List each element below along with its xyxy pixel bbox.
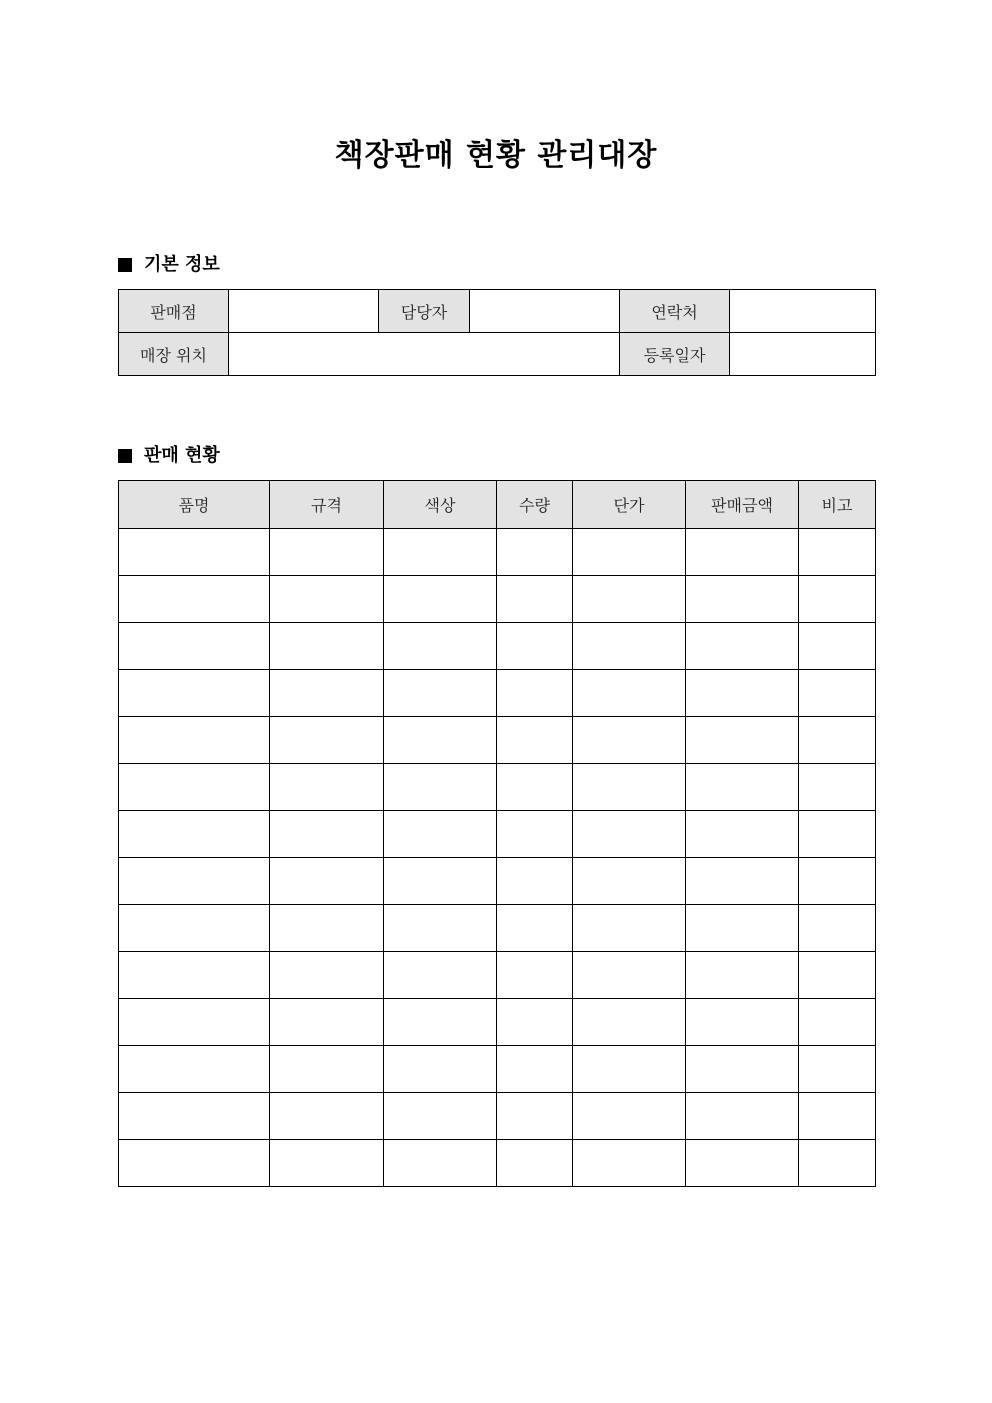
sales-table: [118, 480, 876, 1187]
basic-info-heading: [118, 253, 220, 277]
table-cell-spec[interactable]: [270, 1046, 384, 1093]
table-cell-sales-amount[interactable]: [686, 670, 799, 717]
table-cell-quantity[interactable]: [497, 576, 573, 623]
table-cell-remarks[interactable]: [799, 1140, 876, 1187]
table-cell-spec[interactable]: [270, 999, 384, 1046]
store-location-field[interactable]: [229, 333, 620, 376]
registration-date-label: 등록일자: [620, 333, 730, 376]
column-header-quantity: 수량: [497, 481, 573, 529]
table-cell-item-name[interactable]: [119, 952, 270, 999]
table-cell-remarks[interactable]: [799, 1093, 876, 1140]
table-cell-item-name[interactable]: [119, 999, 270, 1046]
contact-label: 연락처: [620, 290, 730, 333]
table-cell-spec[interactable]: [270, 1140, 384, 1187]
sales-heading-text: 판매 현황: [144, 445, 220, 466]
table-cell-spec[interactable]: [270, 623, 384, 670]
table-cell-item-name[interactable]: [119, 529, 270, 576]
table-cell-item-name[interactable]: [119, 905, 270, 952]
table-cell-item-name[interactable]: [119, 670, 270, 717]
table-row: [119, 952, 876, 999]
column-header-unit-price: 단가: [573, 481, 686, 529]
table-cell-item-name[interactable]: [119, 1046, 270, 1093]
table-row: [119, 1140, 876, 1187]
table-cell-quantity[interactable]: [497, 1093, 573, 1140]
table-cell-spec[interactable]: [270, 576, 384, 623]
store-field[interactable]: [229, 290, 379, 333]
table-cell-quantity[interactable]: [497, 999, 573, 1046]
table-cell-unit-price[interactable]: [573, 1140, 686, 1187]
table-cell-color[interactable]: [384, 764, 497, 811]
table-cell-item-name[interactable]: [119, 1093, 270, 1140]
table-cell-quantity[interactable]: [497, 764, 573, 811]
table-cell-color[interactable]: [384, 858, 497, 905]
table-cell-sales-amount[interactable]: [686, 858, 799, 905]
table-cell-quantity[interactable]: [497, 670, 573, 717]
table-cell-remarks[interactable]: [799, 576, 876, 623]
table-cell-quantity[interactable]: [497, 905, 573, 952]
table-cell-sales-amount[interactable]: [686, 905, 799, 952]
square-bullet-icon: [118, 449, 132, 463]
table-row: [119, 1046, 876, 1093]
table-cell-spec[interactable]: [270, 764, 384, 811]
table-cell-unit-price[interactable]: [573, 952, 686, 999]
table-row: [119, 529, 876, 576]
table-cell-color[interactable]: [384, 1140, 497, 1187]
table-cell-color[interactable]: [384, 811, 497, 858]
table-cell-item-name[interactable]: [119, 858, 270, 905]
registration-date-field[interactable]: [730, 333, 876, 376]
table-cell-spec[interactable]: [270, 905, 384, 952]
table-cell-item-name[interactable]: [119, 623, 270, 670]
table-cell-unit-price[interactable]: [573, 905, 686, 952]
manager-field[interactable]: [470, 290, 620, 333]
table-cell-sales-amount[interactable]: [686, 529, 799, 576]
table-row: [119, 576, 876, 623]
table-cell-color[interactable]: [384, 952, 497, 999]
basic-info-row: [119, 290, 876, 333]
table-cell-remarks[interactable]: [799, 764, 876, 811]
table-cell-quantity[interactable]: [497, 717, 573, 764]
table-cell-color[interactable]: [384, 905, 497, 952]
table-cell-quantity[interactable]: [497, 811, 573, 858]
table-cell-sales-amount[interactable]: [686, 811, 799, 858]
table-cell-spec[interactable]: [270, 1093, 384, 1140]
table-cell-quantity[interactable]: [497, 1046, 573, 1093]
page-title: 책장판매 현황 관리대장: [334, 138, 658, 173]
table-cell-remarks[interactable]: [799, 670, 876, 717]
table-cell-sales-amount[interactable]: [686, 1093, 799, 1140]
table-cell-remarks[interactable]: [799, 811, 876, 858]
table-cell-unit-price[interactable]: [573, 999, 686, 1046]
contact-field[interactable]: [730, 290, 876, 333]
table-cell-sales-amount[interactable]: [686, 717, 799, 764]
table-cell-item-name[interactable]: [119, 576, 270, 623]
table-cell-quantity[interactable]: [497, 1140, 573, 1187]
table-cell-sales-amount[interactable]: [686, 623, 799, 670]
table-cell-unit-price[interactable]: [573, 576, 686, 623]
table-cell-item-name[interactable]: [119, 717, 270, 764]
table-cell-unit-price[interactable]: [573, 670, 686, 717]
table-cell-unit-price[interactable]: [573, 764, 686, 811]
table-row: [119, 858, 876, 905]
column-header-spec: 규격: [270, 481, 384, 529]
table-row: [119, 623, 876, 670]
column-header-color: 색상: [384, 481, 497, 529]
table-cell-spec[interactable]: [270, 858, 384, 905]
table-cell-unit-price[interactable]: [573, 529, 686, 576]
table-row: [119, 717, 876, 764]
table-cell-item-name[interactable]: [119, 764, 270, 811]
table-row: [119, 999, 876, 1046]
table-cell-remarks[interactable]: [799, 1046, 876, 1093]
table-cell-remarks[interactable]: [799, 858, 876, 905]
table-cell-color[interactable]: [384, 1046, 497, 1093]
table-cell-color[interactable]: [384, 576, 497, 623]
table-cell-spec[interactable]: [270, 717, 384, 764]
table-cell-unit-price[interactable]: [573, 811, 686, 858]
table-row: [119, 1093, 876, 1140]
table-cell-quantity[interactable]: [497, 529, 573, 576]
table-cell-remarks[interactable]: [799, 999, 876, 1046]
table-cell-remarks[interactable]: [799, 529, 876, 576]
table-cell-quantity[interactable]: [497, 952, 573, 999]
store-label: 판매점: [119, 290, 229, 333]
table-cell-spec[interactable]: [270, 952, 384, 999]
table-cell-remarks[interactable]: [799, 952, 876, 999]
table-row: [119, 811, 876, 858]
table-cell-spec[interactable]: [270, 811, 384, 858]
basic-info-row: [119, 333, 876, 376]
table-cell-sales-amount[interactable]: [686, 1140, 799, 1187]
manager-label: 담당자: [379, 290, 470, 333]
table-row: [119, 905, 876, 952]
table-cell-sales-amount[interactable]: [686, 576, 799, 623]
basic-info-table: [118, 289, 876, 376]
table-cell-unit-price[interactable]: [573, 858, 686, 905]
table-cell-item-name[interactable]: [119, 1140, 270, 1187]
table-cell-remarks[interactable]: [799, 717, 876, 764]
table-cell-unit-price[interactable]: [573, 1046, 686, 1093]
store-location-label: 매장 위치: [119, 333, 229, 376]
column-header-sales-amount: 판매금액: [686, 481, 799, 529]
basic-info-heading-text: 기본 정보: [144, 254, 220, 275]
table-cell-color[interactable]: [384, 623, 497, 670]
table-row: [119, 670, 876, 717]
table-cell-unit-price[interactable]: [573, 1093, 686, 1140]
table-cell-sales-amount[interactable]: [686, 1046, 799, 1093]
table-cell-spec[interactable]: [270, 529, 384, 576]
column-header-remarks: 비고: [799, 481, 876, 529]
table-cell-color[interactable]: [384, 529, 497, 576]
table-cell-sales-amount[interactable]: [686, 999, 799, 1046]
table-cell-item-name[interactable]: [119, 811, 270, 858]
table-cell-sales-amount[interactable]: [686, 764, 799, 811]
sales-heading: [118, 444, 220, 468]
sales-header-row: [119, 481, 876, 529]
table-cell-color[interactable]: [384, 999, 497, 1046]
table-cell-color[interactable]: [384, 1093, 497, 1140]
table-cell-unit-price[interactable]: [573, 717, 686, 764]
square-bullet-icon: [118, 258, 132, 272]
table-cell-spec[interactable]: [270, 670, 384, 717]
column-header-item-name: 품명: [119, 481, 270, 529]
table-cell-remarks[interactable]: [799, 905, 876, 952]
table-cell-color[interactable]: [384, 670, 497, 717]
table-cell-unit-price[interactable]: [573, 623, 686, 670]
table-row: [119, 764, 876, 811]
table-cell-quantity[interactable]: [497, 858, 573, 905]
table-cell-remarks[interactable]: [799, 623, 876, 670]
table-cell-quantity[interactable]: [497, 623, 573, 670]
table-cell-color[interactable]: [384, 717, 497, 764]
table-cell-sales-amount[interactable]: [686, 952, 799, 999]
